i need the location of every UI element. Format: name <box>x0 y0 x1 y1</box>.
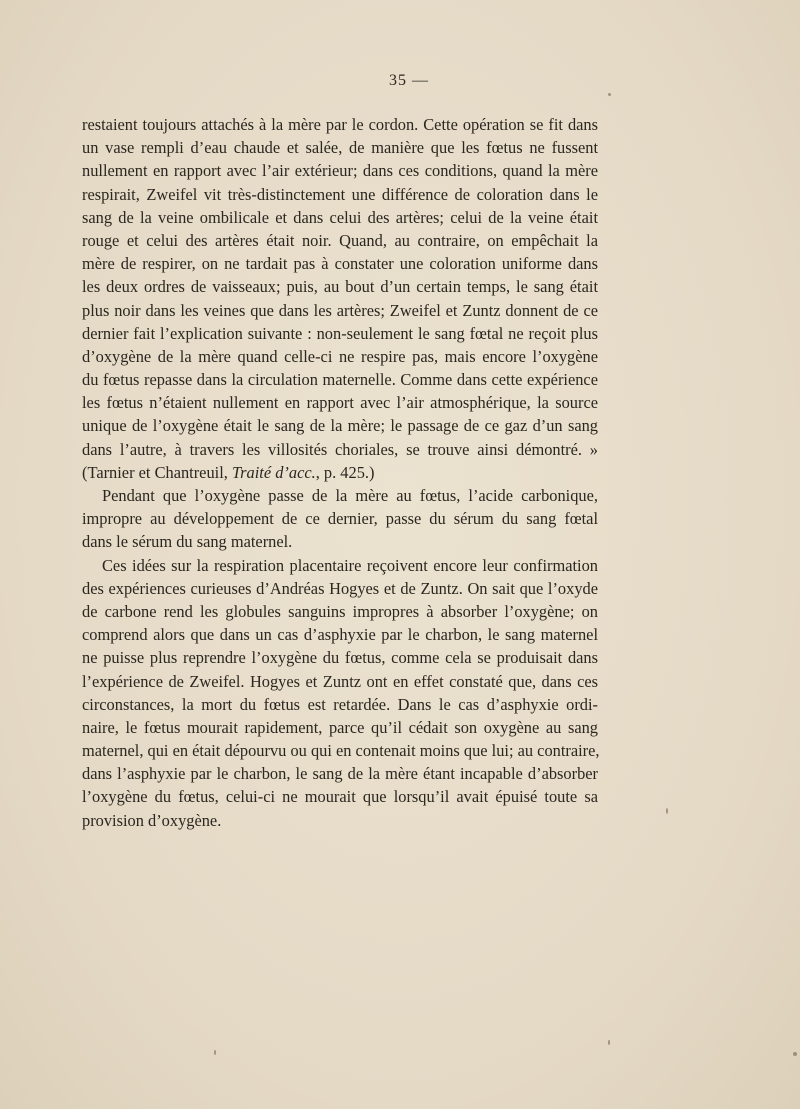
text-line: restaient toujours attachés à la mère par le cordon. Cette opération se fit dans <box>82 115 598 134</box>
paper-speck <box>666 808 668 814</box>
body-text <box>82 113 598 832</box>
text-line: du fœtus repasse dans la circulation maternelle. Comme dans cette expérience <box>82 370 598 390</box>
text-line: comprend alors que dans un cas d’asphyxie par le charbon, le sang maternel <box>82 625 598 645</box>
text-line: les fœtus n’étaient nullement en rapport avec l’air atmosphérique, la source <box>82 393 598 413</box>
text-line: nullement en rapport avec l’air extérieur; dans ces conditions, quand la mère <box>82 161 598 181</box>
text-line: plus noir dans les veines que dans les artères; Zweifel et Zuntz donnent de ce <box>82 300 598 320</box>
text-line: dernier fait l’explication suivante : non-seulement le sang fœtal ne reçoit plus <box>82 323 598 343</box>
text-line: rouge et celui des artères était noir. Quand, au contraire, on empêchait la <box>82 230 598 250</box>
text-line: provision d’oxygène. <box>82 810 222 830</box>
text-line: de carbone rend les globules sanguins impropres à absorber l’oxygène; on <box>82 601 598 621</box>
text-line: unique de l’oxygène était le sang de la mère; le passage de ce gaz d’un sang <box>82 416 598 436</box>
text-line: dans l’asphyxie par le charbon, le sang de la mère étant incapable d’absorber <box>82 764 598 784</box>
page-number: 35 — <box>389 72 429 89</box>
text-line: dans l’autre, à travers les villosités choriales, se trouve ainsi démontré. » <box>82 439 598 459</box>
text-line: impropre au développement de ce dernier, passe du sérum du sang fœtal <box>82 509 598 529</box>
text-line: l’expérience de Zweifel. Hogyes et Zuntz ont en effet constaté que, dans ces <box>82 671 598 691</box>
text-line: circonstances, la mort du fœtus est retardée. Dans le cas d’asphyxie ordi- <box>82 694 598 714</box>
text-line: un vase rempli d’eau chaude et salée, de manière que les fœtus ne fussent <box>82 138 598 158</box>
text-line: Ces idées sur la respiration placentaire reçoivent encore leur confirmation <box>102 555 598 575</box>
text-line: d’oxygène de la mère quand celle-ci ne respire pas, mais encore l’oxygène <box>82 346 598 366</box>
text-line: les deux ordres de vaisseaux; puis, au bout d’un certain temps, le sang était <box>82 277 598 297</box>
paper-speck <box>793 1052 797 1056</box>
paper-speck <box>608 93 611 96</box>
text-line: (Tarnier et Chantreuil, Traité d’acc., p. 425.) <box>82 462 375 482</box>
text-line: ne puisse plus reprendre l’oxygène du fœtus, comme cela se produisait dans <box>82 648 598 668</box>
text-line: sang de la veine ombilicale et dans celui des artères; celui de la veine était <box>82 207 598 227</box>
text-line: dans le sérum du sang maternel. <box>82 532 293 552</box>
text-line: Pendant que l’oxygène passe de la mère au fœtus, l’acide carbonique, <box>102 486 598 505</box>
text-line: mère de respirer, on ne tardait pas à constater une coloration uniforme dans <box>82 254 598 274</box>
text-line: l’oxygène du fœtus, celui-ci ne mourait que lorsqu’il avait épuisé toute sa <box>82 787 598 807</box>
text-line: maternel, qui en était dépourvu ou qui en contenait moins que lui; au contraire, <box>82 741 600 761</box>
text-line: des expériences curieuses d’Andréas Hogyes et de Zuntz. On sait que l’oxyde <box>82 578 598 598</box>
paper-speck <box>214 1050 216 1055</box>
text-line: naire, le fœtus mourait rapidement, parce qu’il cédait son oxygène au sang <box>82 717 598 737</box>
paper-speck <box>608 1040 610 1045</box>
text-line: respirait, Zweifel vit très-distinctement une différence de coloration dans le <box>82 184 598 204</box>
